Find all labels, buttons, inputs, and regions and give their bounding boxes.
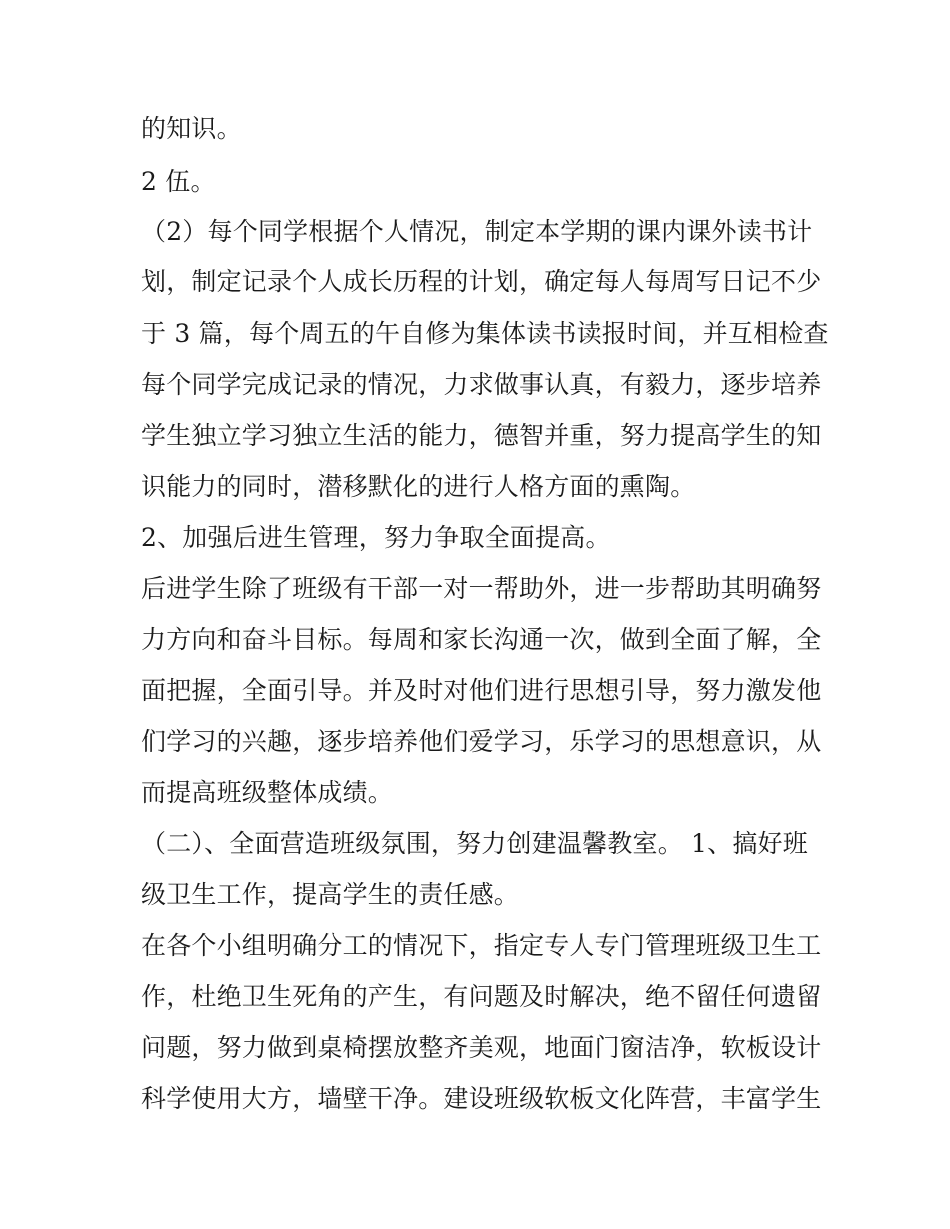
text-line-12: 面把握，全面引导。并及时对他们进行思想引导，努力激发他 <box>141 676 822 705</box>
text-line-20: 科学使用大方，墙壁干净。建设班级软板文化阵营，丰富学生 <box>141 1084 822 1113</box>
text-line-19: 问题，努力做到桌椅摆放整齐美观，地面门窗洁净，软板设计 <box>141 1033 822 1062</box>
text-line-9: 2、加强后进生管理，努力争取全面提高。 <box>141 523 611 552</box>
text-line-16: 级卫生工作，提高学生的责任感。 <box>141 880 520 909</box>
text-line-7: 学生独立学习独立生活的能力，德智并重，努力提高学生的知 <box>141 421 822 450</box>
text-line-18: 作，杜绝卫生死角的产生，有问题及时解决，绝不留任何遗留 <box>141 982 822 1011</box>
text-line-14: 而提高班级整体成绩。 <box>141 778 394 807</box>
text-line-1: 的知识。 <box>141 114 242 143</box>
text-line-2: 2 伍。 <box>141 167 216 196</box>
text-line-5: 于 3 篇，每个周五的午自修为集体读书读报时间，并互相检查 <box>141 319 829 348</box>
text-line-10: 后进学生除了班级有干部一对一帮助外，进一步帮助其明确努 <box>141 574 822 603</box>
text-line-6: 每个同学完成记录的情况，力求做事认真，有毅力，逐步培养 <box>141 370 822 399</box>
text-line-4: 划，制定记录个人成长历程的计划，确定每人每周写日记不少 <box>141 267 822 296</box>
text-line-15: （二）、全面营造班级氛围，努力创建温馨教室。 1、搞好班 <box>141 829 808 858</box>
text-line-17: 在各个小组明确分工的情况下，指定专人专门管理班级卫生工 <box>141 931 822 960</box>
text-line-11: 力方向和奋斗目标。每周和家长沟通一次，做到全面了解，全 <box>141 625 822 654</box>
text-line-13: 们学习的兴趣，逐步培养他们爱学习，乐学习的思想意识，从 <box>141 727 822 756</box>
text-line-3: （2）每个同学根据个人情况，制定本学期的课内课外读书计 <box>141 217 813 246</box>
text-line-8: 识能力的同时，潜移默化的进行人格方面的熏陶。 <box>141 472 696 501</box>
